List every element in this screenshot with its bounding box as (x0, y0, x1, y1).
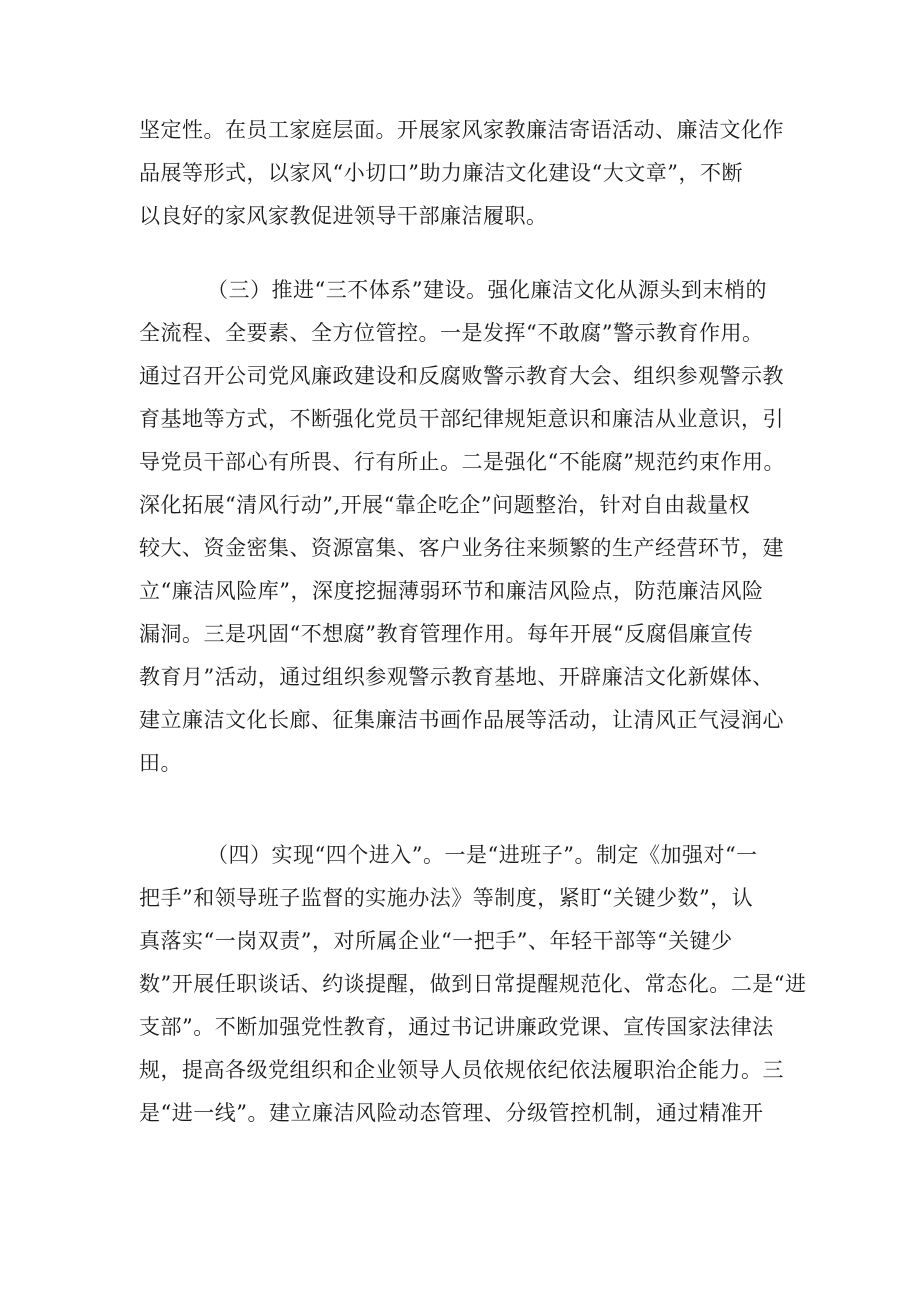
paragraph-line: 全流程、全要素、全方位管控。一是发挥“不敢腐”警示教育作用。 (139, 321, 764, 345)
paragraph-line: 真落实“一岗双责”，对所属企业“一把手”、年轻干部等“关键少 (139, 929, 733, 953)
paragraph-line: 是“进一线”。建立廉洁风险动态管理、分级管控机制，通过精准开 (139, 1101, 764, 1125)
paragraph-family-culture (139, 109, 799, 238)
paragraph-heading-line: （四）实现“四个进入”。一是“进班子”。制定《加强对“一 (207, 843, 758, 867)
paragraph-line: 深化拓展“清风行动”,开展“靠企吃企”问题整治，针对自由裁量权 (139, 493, 751, 517)
paragraph-three-no-system (139, 269, 799, 785)
paragraph-heading-line: （三）推进“三不体系”建设。强化廉洁文化从源头到末梢的 (207, 278, 767, 302)
paragraph-line: 育基地等方式，不断强化党员干部纪律规矩意识和廉洁从业意识，引 (139, 407, 784, 431)
paragraph-line: 坚定性。在员工家庭层面。开展家风家教廉洁寄语活动、廉洁文化作 (139, 118, 784, 142)
paragraph-line: 支部”。不断加强党性教育，通过书记讲廉政党课、宣传国家法律法 (139, 1015, 774, 1039)
paragraph-line: 立“廉洁风险库”，深度挖掘薄弱环节和廉洁风险点，防范廉洁风险 (139, 579, 764, 603)
paragraph-line: 较大、资金密集、资源富集、客户业务往来频繁的生产经营环节，建 (139, 536, 784, 560)
paragraph-line: 规，提高各级党组织和企业领导人员依规依纪依法履职治企能力。三 (139, 1058, 784, 1082)
paragraph-line: 建立廉洁文化长廊、征集廉洁书画作品展等活动，让清风正气浸润心 (139, 708, 784, 732)
paragraph-line: 数”开展任职谈话、约谈提醒，做到日常提醒规范化、常态化。二是“进 (139, 972, 807, 996)
paragraph-line: 田。 (139, 751, 182, 775)
paragraph-four-entries (139, 834, 807, 1135)
paragraph-line: 把手”和领导班子监督的实施办法》等制度，紧盯“关键少数”，认 (139, 886, 754, 910)
paragraph-line: 教育月”活动，通过组织参观警示教育基地、开辟廉洁文化新媒体、 (139, 665, 774, 689)
paragraph-line: 品展等形式，以家风“小切口”助力廉洁文化建设“大文章”，不断 (139, 161, 743, 185)
paragraph-line: 漏洞。三是巩固“不想腐”教育管理作用。每年开展“反腐倡廉宣传 (139, 622, 754, 646)
paragraph-line: 以良好的家风家教促进领导干部廉洁履职。 (139, 204, 548, 228)
paragraph-line: 导党员干部心有所畏、行有所止。二是强化“不能腐”规范约束作用。 (139, 450, 785, 474)
paragraph-line: 通过召开公司党风廉政建设和反腐败警示教育大会、组织参观警示教 (139, 364, 784, 388)
